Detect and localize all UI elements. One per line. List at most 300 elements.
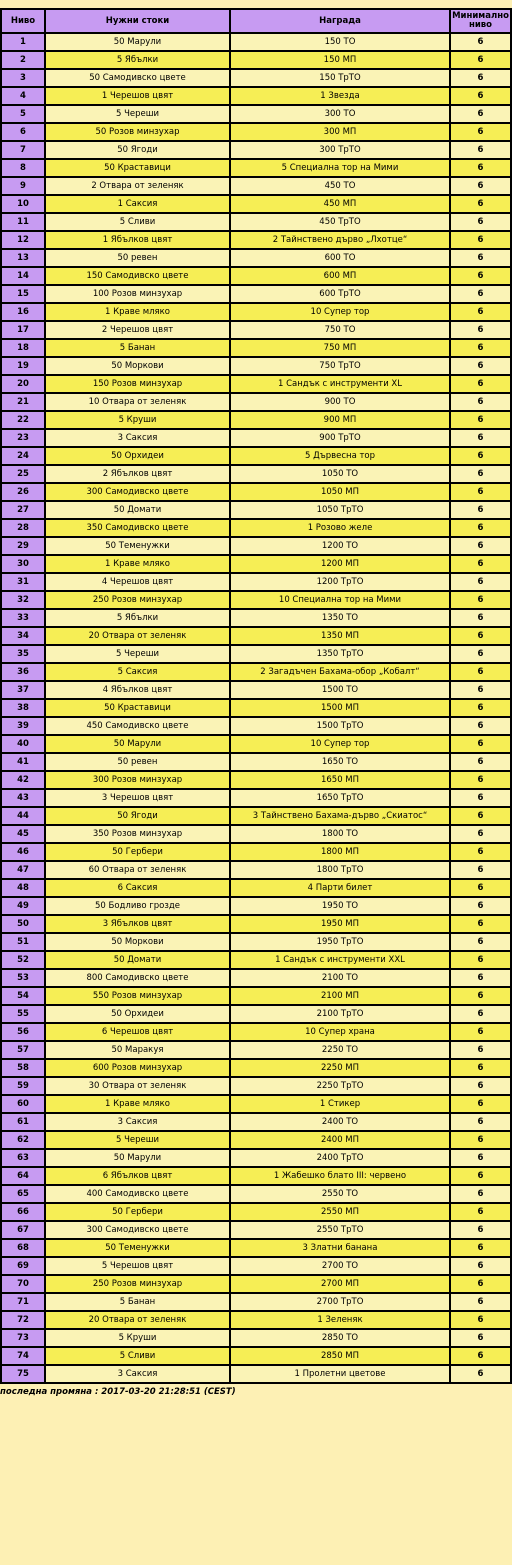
table-row: [1, 663, 511, 681]
table-row: [1, 141, 511, 159]
cell-reward: 1 Пролетни цветове: [230, 1365, 450, 1383]
table-row: [1, 1293, 511, 1311]
cell-reward: 1650 МП: [230, 771, 450, 789]
cell-required-goods: 50 Моркови: [45, 933, 230, 951]
table-row: [1, 1185, 511, 1203]
cell-level: 44: [1, 807, 45, 825]
table-row: [1, 879, 511, 897]
cell-reward: 300 ТрТО: [230, 141, 450, 159]
table-row: [1, 609, 511, 627]
cell-level: 13: [1, 249, 45, 267]
cell-min-level: 6: [450, 987, 511, 1005]
cell-required-goods: 50 Теменужки: [45, 537, 230, 555]
cell-level: 30: [1, 555, 45, 573]
cell-min-level: 6: [450, 123, 511, 141]
table-row: [1, 1311, 511, 1329]
cell-required-goods: 6 Саксия: [45, 879, 230, 897]
cell-required-goods: 50 Ягоди: [45, 141, 230, 159]
cell-reward: 1 Сандък с инструменти XL: [230, 375, 450, 393]
cell-level: 25: [1, 465, 45, 483]
table-row: [1, 303, 511, 321]
cell-level: 18: [1, 339, 45, 357]
cell-min-level: 6: [450, 807, 511, 825]
cell-min-level: 6: [450, 1131, 511, 1149]
table-row: [1, 87, 511, 105]
table-row: [1, 1239, 511, 1257]
header-reward: Награда: [230, 9, 450, 33]
cell-reward: 1950 ТО: [230, 897, 450, 915]
table-row: [1, 681, 511, 699]
cell-required-goods: 1 Саксия: [45, 195, 230, 213]
cell-reward: 2700 ТО: [230, 1257, 450, 1275]
last-modified-footer: последна промяна : 2017-03-20 21:28:51 (CEST): [0, 1387, 236, 1397]
table-row: [1, 1095, 511, 1113]
cell-level: 41: [1, 753, 45, 771]
table-header-row: [1, 9, 511, 33]
cell-reward: 2 Тайнствено дърво „Лхотце“: [230, 231, 450, 249]
table-row: [1, 1257, 511, 1275]
table-row: [1, 429, 511, 447]
cell-required-goods: 60 Отвара от зеленяк: [45, 861, 230, 879]
cell-required-goods: 50 ревен: [45, 753, 230, 771]
cell-level: 24: [1, 447, 45, 465]
cell-min-level: 6: [450, 969, 511, 987]
cell-required-goods: 450 Самодивско цвете: [45, 717, 230, 735]
table-row: [1, 321, 511, 339]
cell-required-goods: 6 Черешов цвят: [45, 1023, 230, 1041]
cell-required-goods: 600 Розов минзухар: [45, 1059, 230, 1077]
cell-min-level: 6: [450, 1167, 511, 1185]
table-row: [1, 1167, 511, 1185]
cell-reward: 150 МП: [230, 51, 450, 69]
cell-required-goods: 150 Самодивско цвете: [45, 267, 230, 285]
cell-reward: 10 Супер храна: [230, 1023, 450, 1041]
cell-reward: 2250 ТО: [230, 1041, 450, 1059]
cell-min-level: 6: [450, 1077, 511, 1095]
cell-min-level: 6: [450, 879, 511, 897]
cell-level: 33: [1, 609, 45, 627]
cell-required-goods: 3 Саксия: [45, 1365, 230, 1383]
cell-level: 51: [1, 933, 45, 951]
cell-required-goods: 10 Отвара от зеленяк: [45, 393, 230, 411]
table-row: [1, 555, 511, 573]
cell-level: 12: [1, 231, 45, 249]
cell-level: 14: [1, 267, 45, 285]
table-row: [1, 843, 511, 861]
cell-level: 72: [1, 1311, 45, 1329]
table-row: [1, 1365, 511, 1383]
cell-min-level: 6: [450, 825, 511, 843]
cell-reward: 1800 МП: [230, 843, 450, 861]
cell-level: 74: [1, 1347, 45, 1365]
cell-level: 9: [1, 177, 45, 195]
cell-min-level: 6: [450, 411, 511, 429]
table-row: [1, 393, 511, 411]
cell-reward: 2250 МП: [230, 1059, 450, 1077]
cell-level: 65: [1, 1185, 45, 1203]
cell-reward: 1500 ТрТО: [230, 717, 450, 735]
cell-reward: 3 Златни банана: [230, 1239, 450, 1257]
cell-reward: 1950 ТрТО: [230, 933, 450, 951]
cell-level: 54: [1, 987, 45, 1005]
cell-min-level: 6: [450, 1365, 511, 1383]
cell-min-level: 6: [450, 1095, 511, 1113]
cell-min-level: 6: [450, 1185, 511, 1203]
cell-required-goods: 5 Сливи: [45, 213, 230, 231]
cell-level: 29: [1, 537, 45, 555]
cell-reward: 1650 ТрТО: [230, 789, 450, 807]
cell-reward: 2100 МП: [230, 987, 450, 1005]
cell-min-level: 6: [450, 753, 511, 771]
cell-level: 26: [1, 483, 45, 501]
cell-min-level: 6: [450, 141, 511, 159]
table-row: [1, 753, 511, 771]
cell-min-level: 6: [450, 1275, 511, 1293]
cell-min-level: 6: [450, 1293, 511, 1311]
cell-level: 62: [1, 1131, 45, 1149]
cell-level: 50: [1, 915, 45, 933]
cell-required-goods: 50 Гербери: [45, 1203, 230, 1221]
cell-required-goods: 50 Ягоди: [45, 807, 230, 825]
table-row: [1, 213, 511, 231]
cell-reward: 900 МП: [230, 411, 450, 429]
table-row: [1, 933, 511, 951]
cell-level: 32: [1, 591, 45, 609]
table-row: [1, 519, 511, 537]
cell-reward: 2100 ТО: [230, 969, 450, 987]
header-required-goods: Нужни стоки: [45, 9, 230, 33]
cell-min-level: 6: [450, 609, 511, 627]
cell-level: 11: [1, 213, 45, 231]
cell-min-level: 6: [450, 1239, 511, 1257]
cell-required-goods: 2 Ябълков цвят: [45, 465, 230, 483]
table-row: [1, 807, 511, 825]
cell-required-goods: 50 Домати: [45, 501, 230, 519]
cell-min-level: 6: [450, 1329, 511, 1347]
cell-level: 6: [1, 123, 45, 141]
cell-level: 1: [1, 33, 45, 51]
cell-level: 60: [1, 1095, 45, 1113]
cell-required-goods: 5 Череши: [45, 645, 230, 663]
cell-required-goods: 3 Саксия: [45, 429, 230, 447]
cell-required-goods: 50 Марули: [45, 1149, 230, 1167]
cell-required-goods: 250 Розов минзухар: [45, 591, 230, 609]
cell-required-goods: 800 Самодивско цвете: [45, 969, 230, 987]
cell-min-level: 6: [450, 717, 511, 735]
cell-required-goods: 1 Краве мляко: [45, 303, 230, 321]
cell-min-level: 6: [450, 1059, 511, 1077]
table-row: [1, 267, 511, 285]
cell-required-goods: 1 Ябълков цвят: [45, 231, 230, 249]
cell-reward: 1800 ТрТО: [230, 861, 450, 879]
cell-min-level: 6: [450, 375, 511, 393]
cell-required-goods: 5 Банан: [45, 339, 230, 357]
cell-reward: 1 Сандък с инструменти XXL: [230, 951, 450, 969]
table-row: [1, 573, 511, 591]
cell-required-goods: 50 Марули: [45, 735, 230, 753]
cell-level: 5: [1, 105, 45, 123]
table-row: [1, 231, 511, 249]
cell-required-goods: 50 Краставици: [45, 159, 230, 177]
cell-reward: 600 ТрТО: [230, 285, 450, 303]
cell-reward: 1200 МП: [230, 555, 450, 573]
cell-reward: 450 ТрТО: [230, 213, 450, 231]
cell-min-level: 6: [450, 663, 511, 681]
cell-min-level: 6: [450, 537, 511, 555]
cell-min-level: 6: [450, 951, 511, 969]
table-row: [1, 825, 511, 843]
cell-reward: 2400 МП: [230, 1131, 450, 1149]
cell-reward: 2550 МП: [230, 1203, 450, 1221]
cell-required-goods: 50 Теменужки: [45, 1239, 230, 1257]
header-min-level: Минимално ниво: [450, 9, 511, 33]
cell-min-level: 6: [450, 303, 511, 321]
cell-required-goods: 5 Банан: [45, 1293, 230, 1311]
cell-min-level: 6: [450, 213, 511, 231]
cell-reward: 3 Тайнствено Бахама-дърво „Скиатос“: [230, 807, 450, 825]
cell-reward: 1800 ТО: [230, 825, 450, 843]
cell-required-goods: 100 Розов минзухар: [45, 285, 230, 303]
cell-required-goods: 1 Краве мляко: [45, 555, 230, 573]
cell-required-goods: 50 ревен: [45, 249, 230, 267]
cell-level: 68: [1, 1239, 45, 1257]
cell-reward: 2250 ТрТО: [230, 1077, 450, 1095]
cell-level: 19: [1, 357, 45, 375]
cell-reward: 150 ТрТО: [230, 69, 450, 87]
cell-required-goods: 5 Череши: [45, 1131, 230, 1149]
table-row: [1, 1221, 511, 1239]
cell-level: 28: [1, 519, 45, 537]
cell-level: 75: [1, 1365, 45, 1383]
cell-reward: 750 МП: [230, 339, 450, 357]
cell-required-goods: 50 Домати: [45, 951, 230, 969]
cell-required-goods: 350 Розов минзухар: [45, 825, 230, 843]
cell-min-level: 6: [450, 483, 511, 501]
cell-level: 43: [1, 789, 45, 807]
cell-reward: 1 Стикер: [230, 1095, 450, 1113]
table-row: [1, 51, 511, 69]
cell-required-goods: 5 Череши: [45, 105, 230, 123]
cell-min-level: 6: [450, 429, 511, 447]
cell-min-level: 6: [450, 1221, 511, 1239]
cell-level: 40: [1, 735, 45, 753]
cell-min-level: 6: [450, 735, 511, 753]
cell-reward: 1050 ТрТО: [230, 501, 450, 519]
cell-min-level: 6: [450, 627, 511, 645]
cell-min-level: 6: [450, 789, 511, 807]
cell-level: 56: [1, 1023, 45, 1041]
cell-required-goods: 3 Саксия: [45, 1113, 230, 1131]
cell-reward: 10 Супер тор: [230, 735, 450, 753]
cell-reward: 1500 МП: [230, 699, 450, 717]
table-row: [1, 1059, 511, 1077]
cell-min-level: 6: [450, 861, 511, 879]
cell-level: 53: [1, 969, 45, 987]
cell-required-goods: 5 Ябълки: [45, 609, 230, 627]
table-row: [1, 357, 511, 375]
cell-min-level: 6: [450, 447, 511, 465]
cell-reward: 2100 ТрТО: [230, 1005, 450, 1023]
cell-required-goods: 5 Сливи: [45, 1347, 230, 1365]
cell-level: 52: [1, 951, 45, 969]
cell-level: 31: [1, 573, 45, 591]
cell-level: 48: [1, 879, 45, 897]
cell-level: 42: [1, 771, 45, 789]
cell-reward: 1 Звезда: [230, 87, 450, 105]
cell-level: 59: [1, 1077, 45, 1095]
cell-reward: 2550 ТО: [230, 1185, 450, 1203]
cell-required-goods: 5 Черешов цвят: [45, 1257, 230, 1275]
cell-min-level: 6: [450, 321, 511, 339]
cell-level: 69: [1, 1257, 45, 1275]
cell-level: 55: [1, 1005, 45, 1023]
cell-min-level: 6: [450, 519, 511, 537]
cell-min-level: 6: [450, 339, 511, 357]
header-level: Ниво: [1, 9, 45, 33]
cell-min-level: 6: [450, 1203, 511, 1221]
cell-min-level: 6: [450, 1005, 511, 1023]
cell-min-level: 6: [450, 231, 511, 249]
cell-reward: 5 Специална тор на Мими: [230, 159, 450, 177]
cell-min-level: 6: [450, 465, 511, 483]
cell-reward: 10 Специална тор на Мими: [230, 591, 450, 609]
cell-required-goods: 2 Отвара от зеленяк: [45, 177, 230, 195]
cell-required-goods: 3 Ябълков цвят: [45, 915, 230, 933]
cell-min-level: 6: [450, 1023, 511, 1041]
cell-level: 10: [1, 195, 45, 213]
cell-level: 21: [1, 393, 45, 411]
cell-required-goods: 5 Круши: [45, 411, 230, 429]
table-row: [1, 285, 511, 303]
table-row: [1, 1077, 511, 1095]
table-row: [1, 1347, 511, 1365]
cell-min-level: 6: [450, 1149, 511, 1167]
cell-reward: 450 МП: [230, 195, 450, 213]
cell-level: 67: [1, 1221, 45, 1239]
cell-reward: 300 МП: [230, 123, 450, 141]
cell-reward: 1500 ТО: [230, 681, 450, 699]
table-row: [1, 1131, 511, 1149]
cell-required-goods: 50 Розов минзухар: [45, 123, 230, 141]
cell-level: 47: [1, 861, 45, 879]
cell-min-level: 6: [450, 591, 511, 609]
cell-required-goods: 50 Орхидеи: [45, 447, 230, 465]
cell-reward: 1 Розово желе: [230, 519, 450, 537]
cell-reward: 1650 ТО: [230, 753, 450, 771]
table-row: [1, 897, 511, 915]
table-row: [1, 177, 511, 195]
table-row: [1, 699, 511, 717]
cell-reward: 1350 МП: [230, 627, 450, 645]
cell-required-goods: 30 Отвара от зеленяк: [45, 1077, 230, 1095]
cell-level: 22: [1, 411, 45, 429]
cell-min-level: 6: [450, 393, 511, 411]
cell-required-goods: 5 Круши: [45, 1329, 230, 1347]
cell-reward: 1350 ТО: [230, 609, 450, 627]
table-row: [1, 249, 511, 267]
cell-level: 36: [1, 663, 45, 681]
table-row: [1, 33, 511, 51]
cell-reward: 750 ТО: [230, 321, 450, 339]
cell-reward: 2400 ТО: [230, 1113, 450, 1131]
table-row: [1, 1005, 511, 1023]
table-row: [1, 537, 511, 555]
table-row: [1, 969, 511, 987]
cell-level: 4: [1, 87, 45, 105]
cell-level: 35: [1, 645, 45, 663]
table-row: [1, 375, 511, 393]
cell-min-level: 6: [450, 771, 511, 789]
cell-level: 49: [1, 897, 45, 915]
cell-required-goods: 50 Краставици: [45, 699, 230, 717]
table-row: [1, 987, 511, 1005]
cell-reward: 900 ТрТО: [230, 429, 450, 447]
table-row: [1, 735, 511, 753]
table-row: [1, 1149, 511, 1167]
cell-min-level: 6: [450, 177, 511, 195]
cell-required-goods: 50 Гербери: [45, 843, 230, 861]
cell-required-goods: 50 Бодливо грозде: [45, 897, 230, 915]
cell-min-level: 6: [450, 681, 511, 699]
cell-level: 45: [1, 825, 45, 843]
cell-min-level: 6: [450, 573, 511, 591]
cell-reward: 300 ТО: [230, 105, 450, 123]
table-row: [1, 717, 511, 735]
cell-required-goods: 350 Самодивско цвете: [45, 519, 230, 537]
cell-level: 64: [1, 1167, 45, 1185]
cell-reward: 450 ТО: [230, 177, 450, 195]
table-row: [1, 105, 511, 123]
cell-min-level: 6: [450, 843, 511, 861]
cell-min-level: 6: [450, 69, 511, 87]
table-row: [1, 861, 511, 879]
cell-level: 16: [1, 303, 45, 321]
cell-min-level: 6: [450, 195, 511, 213]
levels-table: [0, 8, 512, 1384]
cell-level: 38: [1, 699, 45, 717]
cell-level: 46: [1, 843, 45, 861]
cell-required-goods: 550 Розов минзухар: [45, 987, 230, 1005]
cell-reward: 1050 ТО: [230, 465, 450, 483]
cell-required-goods: 400 Самодивско цвете: [45, 1185, 230, 1203]
table-row: [1, 591, 511, 609]
table-row: [1, 501, 511, 519]
cell-required-goods: 50 Самодивско цвете: [45, 69, 230, 87]
table-row: [1, 483, 511, 501]
table-row: [1, 1113, 511, 1131]
cell-level: 2: [1, 51, 45, 69]
cell-min-level: 6: [450, 357, 511, 375]
table-row: [1, 339, 511, 357]
cell-min-level: 6: [450, 1113, 511, 1131]
cell-min-level: 6: [450, 1257, 511, 1275]
table-row: [1, 627, 511, 645]
cell-level: 58: [1, 1059, 45, 1077]
table-row: [1, 195, 511, 213]
cell-level: 7: [1, 141, 45, 159]
cell-level: 39: [1, 717, 45, 735]
table-row: [1, 1023, 511, 1041]
cell-min-level: 6: [450, 1311, 511, 1329]
cell-reward: 2 Загадъчен Бахама-обор „Кобалт“: [230, 663, 450, 681]
cell-min-level: 6: [450, 159, 511, 177]
cell-reward: 1200 ТО: [230, 537, 450, 555]
cell-reward: 750 ТрТО: [230, 357, 450, 375]
cell-required-goods: 4 Черешов цвят: [45, 573, 230, 591]
cell-level: 20: [1, 375, 45, 393]
cell-min-level: 6: [450, 249, 511, 267]
cell-reward: 2550 ТрТО: [230, 1221, 450, 1239]
